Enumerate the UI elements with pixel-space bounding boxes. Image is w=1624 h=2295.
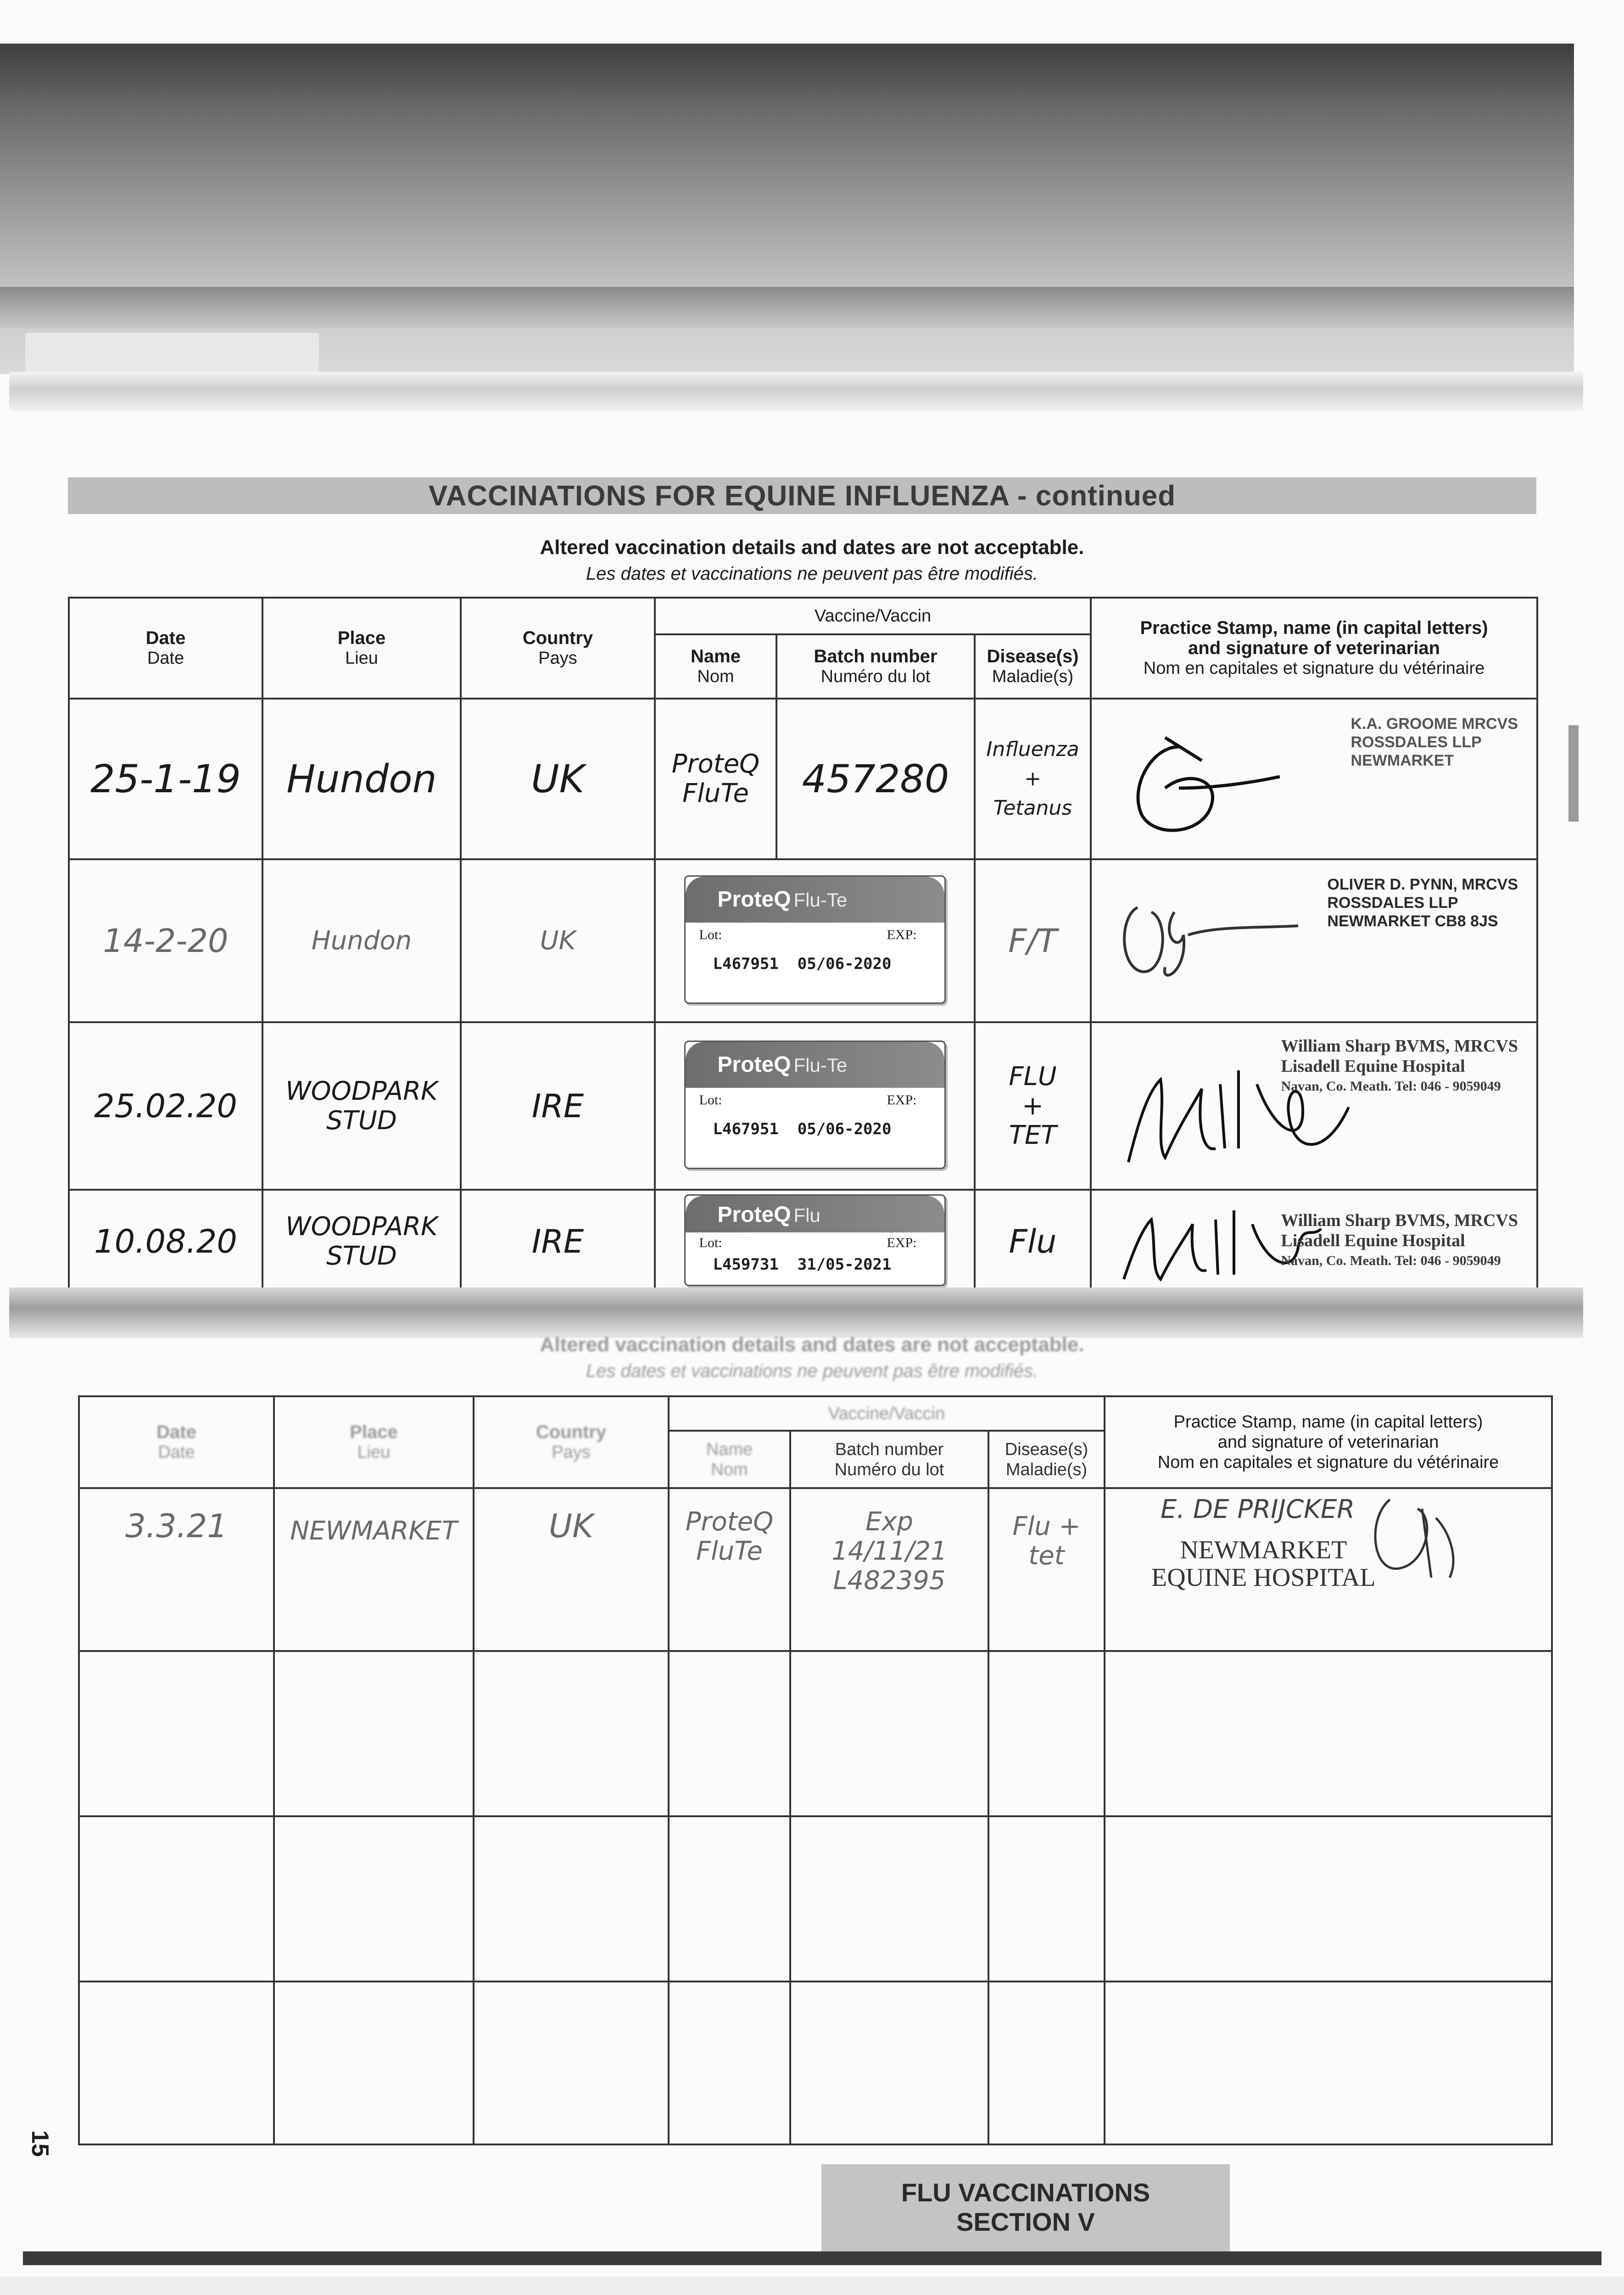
- vaccination-table-bottom: [78, 1395, 1553, 2145]
- table-row: [79, 1488, 1552, 1651]
- header-country: Country Pays: [461, 598, 655, 699]
- bottom-margin: [0, 2277, 1624, 2295]
- cell-vaccine-name[interactable]: [669, 1816, 790, 1982]
- header-name: Name Nom: [655, 634, 776, 699]
- cell-batch[interactable]: [790, 1982, 988, 2144]
- cell-stamp: [1091, 1022, 1537, 1190]
- cell-disease: FLU + TET: [975, 1022, 1091, 1190]
- cell-country: UK: [461, 699, 655, 859]
- cell-disease[interactable]: [988, 1651, 1105, 1816]
- cell-date[interactable]: [79, 1982, 274, 2144]
- cell-place[interactable]: [274, 1651, 474, 1816]
- vet-stamp: OLIVER D. PYNN, MRCVS ROSSDALES LLP NEWMARKET CB8 8JS: [1327, 876, 1518, 930]
- cell-place: Hundon: [262, 699, 461, 859]
- header-country: Country Pays: [474, 1396, 669, 1488]
- vet-stamp: William Sharp BVMS, MRCVS Lisadell Equine Hospital Navan, Co. Meath. Tel: 046 - 9059049: [1281, 1036, 1518, 1094]
- cell-vaccine-sticker: [655, 859, 975, 1022]
- cell-batch[interactable]: [790, 1816, 988, 1982]
- cell-date[interactable]: [79, 1651, 274, 1816]
- cell-place: WOODPARK STUD: [262, 1190, 461, 1293]
- cell-stamp: [1105, 1488, 1552, 1651]
- cell-country: IRE: [461, 1190, 655, 1293]
- cell-country: UK: [474, 1488, 669, 1651]
- header-vaccine: Vaccine/Vaccin: [669, 1396, 1105, 1431]
- notice-french: Les dates et vaccinations ne peuvent pas être modifiés.: [586, 564, 1038, 584]
- vaccine-label-sticker: ProteQ Flu Lot: EXP: L459731 31/05-2021: [684, 1194, 946, 1286]
- cell-country[interactable]: [474, 1982, 669, 2144]
- vet-signature: [1362, 1490, 1463, 1582]
- cell-date: 3.3.21: [79, 1488, 274, 1651]
- header-stamp: Practice Stamp, name (in capital letters) and signature of veterinarian Nom en capitales et signature du vétérinaire: [1091, 598, 1537, 699]
- table-row-empty: [79, 1651, 1552, 1816]
- vaccination-table-top: [68, 597, 1538, 1294]
- hospital-stamp: NEWMARKET EQUINE HOSPITAL: [1151, 1536, 1376, 1592]
- photo-background: [0, 44, 1574, 374]
- header-date: Date Date: [69, 598, 262, 699]
- cell-batch: Exp 14/11/21 L482395: [790, 1488, 988, 1651]
- cell-place: WOODPARK STUD: [262, 1022, 461, 1190]
- cell-stamp: [1091, 699, 1537, 859]
- table-row: [69, 859, 1537, 1022]
- vaccine-label-sticker: ProteQ Flu-Te Lot: EXP: L467951 05/06-2020: [684, 1041, 946, 1169]
- cell-date: 25.02.20: [69, 1022, 262, 1190]
- cell-place[interactable]: [274, 1982, 474, 2144]
- fold-line: [9, 372, 1583, 411]
- header-disease: Disease(s) Maladie(s): [975, 634, 1091, 699]
- vet-stamp: K.A. GROOME MRCVS ROSSDALES LLP NEWMARKET: [1351, 715, 1518, 769]
- cell-vaccine-name[interactable]: [669, 1651, 790, 1816]
- header-date: Date Date: [79, 1396, 274, 1488]
- cell-vaccine-name: ProteQ FluTe: [655, 699, 776, 859]
- cell-country: UK: [461, 859, 655, 1022]
- header-place: Place Lieu: [274, 1396, 474, 1488]
- table-row: [69, 1190, 1537, 1293]
- header-batch: Batch number Numéro du lot: [776, 634, 975, 699]
- cell-place: Hundon: [262, 859, 461, 1022]
- vet-name-handwritten: E. DE PRIJCKER: [1161, 1495, 1355, 1524]
- cell-stamp: [1091, 859, 1537, 1022]
- header-disease: Disease(s) Maladie(s): [988, 1431, 1105, 1488]
- cell-place[interactable]: [274, 1816, 474, 1982]
- cell-country[interactable]: [474, 1651, 669, 1816]
- cell-disease[interactable]: [988, 1982, 1105, 2144]
- bottom-rule: [23, 2251, 1602, 2265]
- cell-vaccine-name: ProteQ FluTe: [669, 1488, 790, 1651]
- cell-vaccine-sticker: [655, 1190, 975, 1293]
- page-number: 15: [26, 2130, 53, 2157]
- page-title-bar: [68, 477, 1536, 514]
- notice-english-faded: Altered vaccination details and dates are not acceptable.: [540, 1333, 1084, 1356]
- table-row: [69, 1022, 1537, 1190]
- table-row-empty: [79, 1982, 1552, 2144]
- cell-disease: Flu + tet: [988, 1488, 1105, 1651]
- cell-disease[interactable]: [988, 1816, 1105, 1982]
- vet-signature: [1110, 719, 1284, 848]
- cell-place: NEWMARKET: [274, 1488, 474, 1651]
- cell-date[interactable]: [79, 1816, 274, 1982]
- cell-batch[interactable]: [790, 1651, 988, 1816]
- header-batch: Batch number Numéro du lot: [790, 1431, 988, 1488]
- cell-date: 25-1-19: [69, 699, 262, 859]
- cell-date: 10.08.20: [69, 1190, 262, 1293]
- fold-line: [9, 1287, 1583, 1338]
- cell-vaccine-name[interactable]: [669, 1982, 790, 2144]
- vet-stamp: William Sharp BVMS, MRCVS Lisadell Equine Hospital Navan, Co. Meath. Tel: 046 - 9059049: [1281, 1211, 1518, 1268]
- cell-country: IRE: [461, 1022, 655, 1190]
- photo-tab: [25, 333, 319, 376]
- cell-batch: 457280: [776, 699, 975, 859]
- section-label: FLU VACCINATIONS SECTION V: [821, 2164, 1230, 2251]
- vaccine-label-sticker: ProteQ Flu-Te Lot: EXP: L467951 05/06-2020: [684, 875, 946, 1004]
- page-title: VACCINATIONS FOR EQUINE INFLUENZA - continued: [428, 480, 1176, 512]
- vet-signature: [1110, 880, 1303, 990]
- cell-stamp: [1091, 1190, 1537, 1293]
- cell-stamp[interactable]: [1105, 1816, 1552, 1982]
- notice-french-faded: Les dates et vaccinations ne peuvent pas être modifiés.: [586, 1361, 1038, 1381]
- table-row: [69, 699, 1537, 859]
- cell-stamp[interactable]: [1105, 1982, 1552, 2144]
- header-stamp: Practice Stamp, name (in capital letters) and signature of veterinarian Nom en capitales et signature du vétérinaire: [1105, 1396, 1552, 1488]
- header-place: Place Lieu: [262, 598, 461, 699]
- header-name: Name Nom: [669, 1431, 790, 1488]
- cell-date: 14-2-20: [69, 859, 262, 1022]
- cell-country[interactable]: [474, 1816, 669, 1982]
- cell-disease: Influenza + Tetanus: [975, 699, 1091, 859]
- edge-mark: [1568, 725, 1579, 822]
- cell-vaccine-sticker: [655, 1022, 975, 1190]
- notice-english: Altered vaccination details and dates are not acceptable.: [540, 536, 1084, 559]
- header-vaccine: Vaccine/Vaccin: [655, 598, 1091, 634]
- cell-disease: Flu: [975, 1190, 1091, 1293]
- table-row-empty: [79, 1816, 1552, 1982]
- cell-disease: F/T: [975, 859, 1091, 1022]
- cell-stamp[interactable]: [1105, 1651, 1552, 1816]
